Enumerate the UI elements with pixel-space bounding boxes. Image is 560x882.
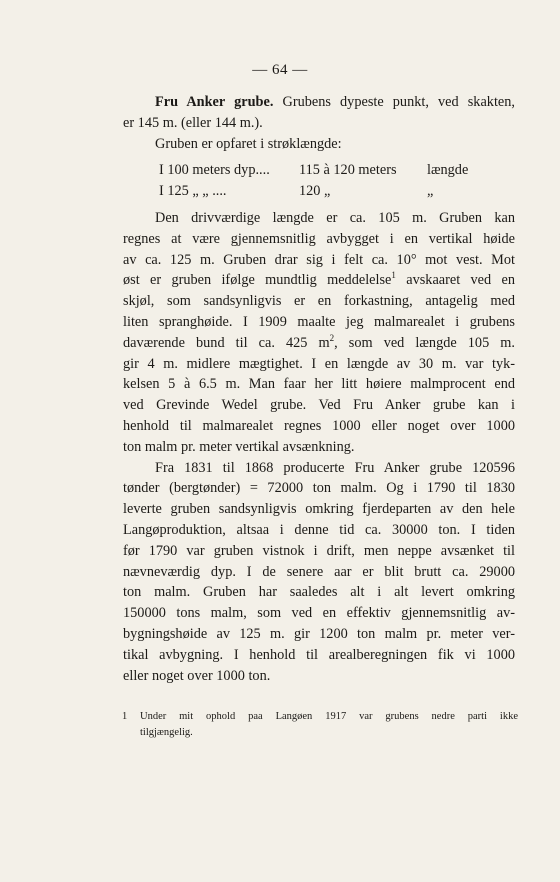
paragraph-line: nævneværdig dyp. I de senere aar er blit brutt ca. 29000 (123, 563, 515, 580)
paragraph-line: er 145 m. (eller 144 m.). (123, 114, 263, 131)
table-cell-range: 115 à 120 meters (299, 162, 397, 179)
paragraph-line (123, 92, 515, 113)
paragraph-line (123, 333, 515, 354)
page-number: — 64 — (252, 62, 308, 78)
paragraph-line: bygningshøide av 125 m. gir 1200 ton malm pr. meter ver- (123, 625, 515, 642)
paragraph-line: tønder (bergtønder) = 72000 ton malm. Og i 1790 til 1830 (123, 480, 515, 497)
footnote-line: tilgjængelig. (140, 726, 193, 738)
line-text: daværende bund til ca. 425 m (123, 334, 330, 351)
section-heading: Fru Anker grube. (155, 94, 274, 110)
paragraph-line: tikal avbygning. I henhold til arealberegningen fik vi 1000 (123, 646, 515, 663)
footnote-line: Under mit ophold paa Langøen 1917 var grubens nedre parti ikke (140, 711, 518, 722)
depth-table (159, 160, 529, 202)
heading-continuation: Grubens dypeste punkt, ved skakten, (282, 94, 515, 110)
body-text (123, 92, 515, 686)
footnote-mark: 1 (122, 711, 128, 722)
table-cell-unit: „ (427, 183, 434, 200)
paragraph-line: eller noget over 1000 ton. (123, 667, 271, 684)
table-cell-depth: I 125 „ „ .... (159, 183, 227, 200)
paragraph-line: 150000 tons malm, som ved en effektiv gjennemsnitlig av- (123, 605, 515, 622)
paragraph-line: liten spranghøide. I 1909 maalte jeg malmarealet i grubens (123, 313, 515, 330)
paragraph-line: ton malm pr. meter vertikal avsænkning. (123, 438, 355, 455)
superscript: 2 (329, 332, 335, 343)
paragraph-line: henhold til malmarealet regnes 1000 eller noget over 1000 (123, 417, 515, 434)
table-cell-unit: længde (427, 162, 469, 179)
paragraph-line: Gruben er opfaret i strøklængde: (155, 135, 342, 152)
paragraph-line: skjøl, som sandsynligvis er en forkastning, antagelig med (123, 293, 515, 310)
table-cell-depth: I 100 meters dyp.... (159, 162, 270, 179)
paragraph-line: av ca. 125 m. Gruben drar sig i felt ca. 10° mot vest. Mot (123, 251, 515, 268)
paragraph-line: leverte gruben sandsynligvis omkring fjerdeparten av den hele (123, 501, 515, 518)
line-text: avskaaret ved en (406, 272, 515, 289)
line-text: øst er gruben ifølge mundtlig meddelelse (123, 272, 392, 289)
footnote (122, 709, 518, 740)
paragraph-line: gir 4 m. midlere mægtighet. I en længde av 30 m. var tyk- (123, 355, 515, 372)
paragraph-line: Langøproduktion, altsaa i denne tid ca. 30000 ton. I tiden (123, 521, 515, 538)
paragraph-line (123, 270, 515, 291)
table-cell-range: 120 „ (299, 183, 331, 200)
paragraph-line: før 1790 var gruben vistnok i drift, men neppe avsænket til (123, 542, 515, 559)
paragraph-line: ton malm. Gruben har saaledes alt i alt levert omkring (123, 584, 515, 601)
paragraph-line: Den drivværdige længde er ca. 105 m. Gruben kan (155, 209, 515, 226)
paragraph-line: regnes at være gjennemsnitlig avbygget i en vertikal høide (123, 230, 515, 247)
line-text: , som ved længde 105 m. (334, 334, 515, 351)
paragraph-line: ved Grevinde Wedel grube. Ved Fru Anker grube kan i (123, 397, 515, 414)
footnote-ref: 1 (391, 270, 396, 281)
paragraph-line: Fra 1831 til 1868 producerte Fru Anker grube 120596 (155, 459, 515, 476)
paragraph-line: kelsen 5 à 6.5 m. Man faar her litt høiere malmprocent end (123, 376, 515, 393)
